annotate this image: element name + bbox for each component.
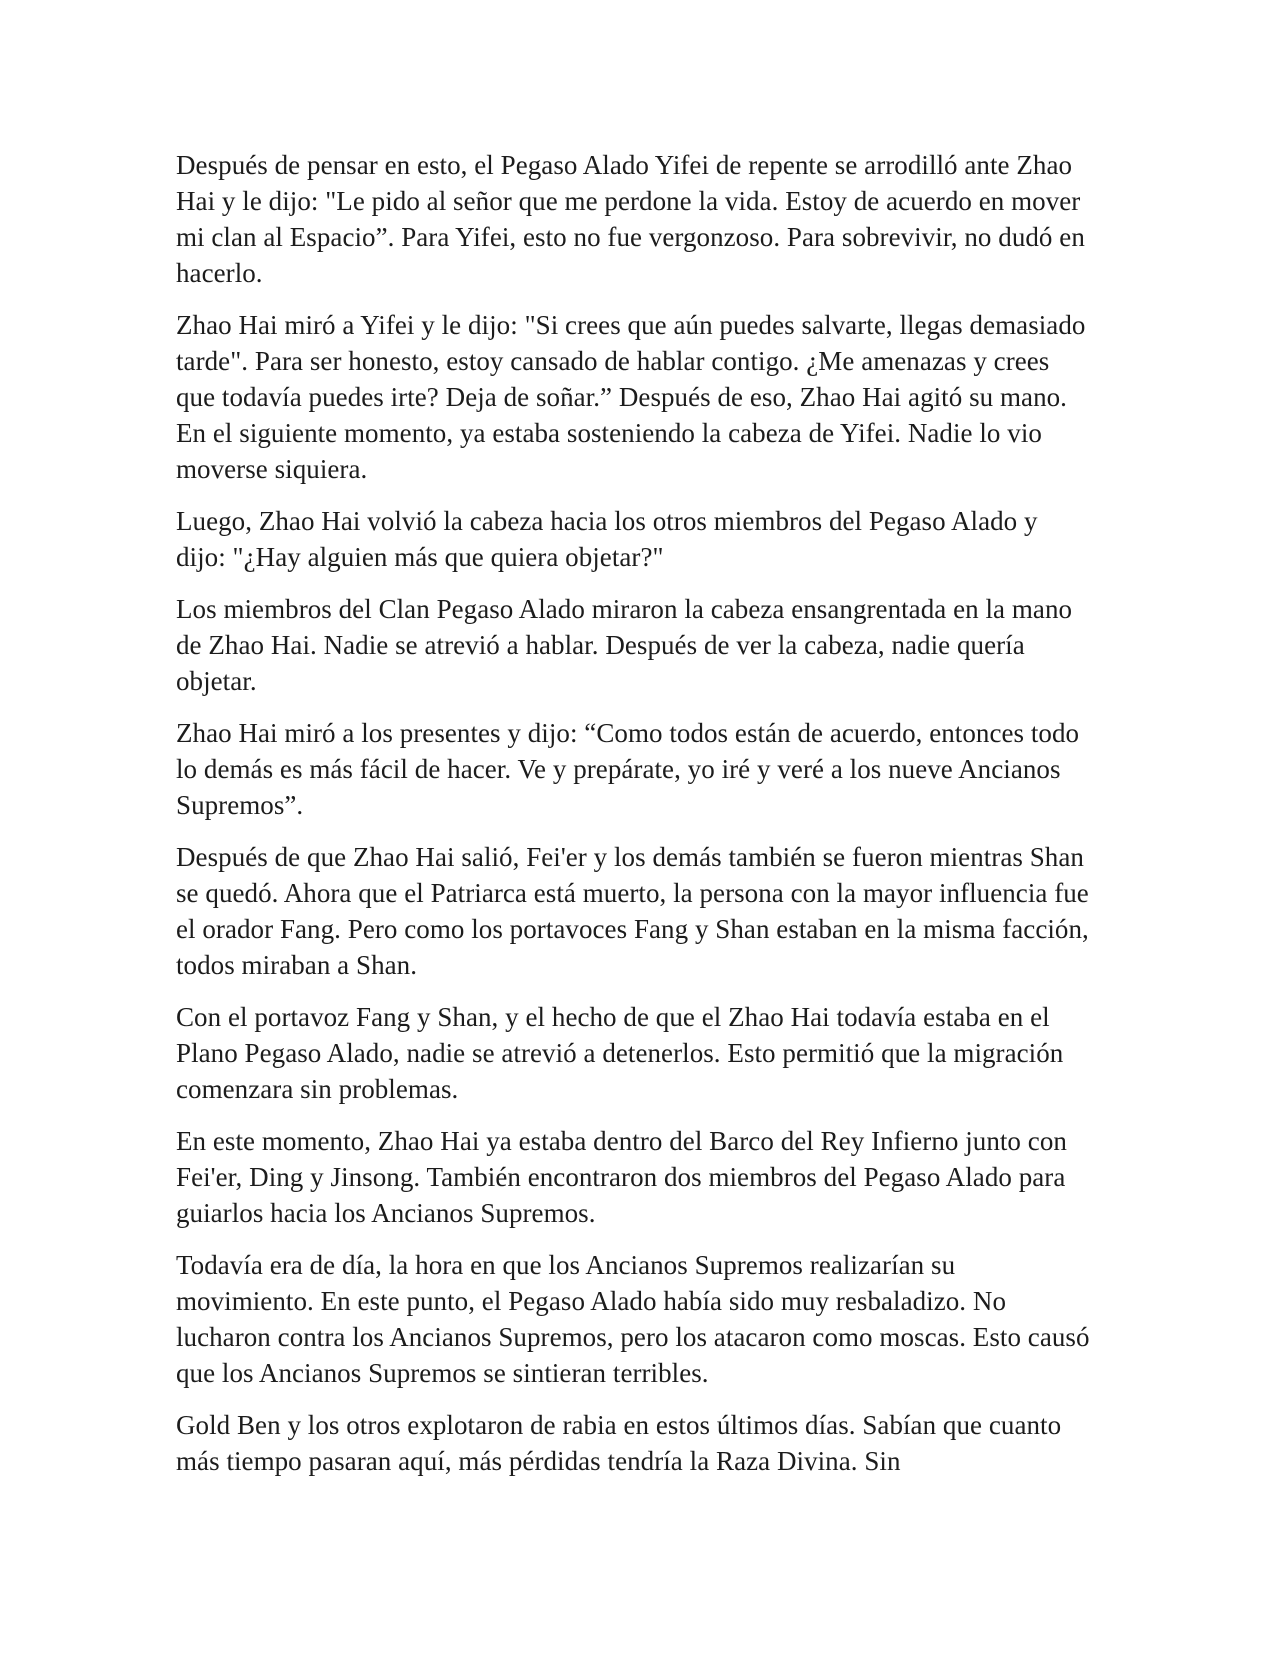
paragraph-8: En este momento, Zhao Hai ya estaba dentro del Barco del Rey Infierno junto con Fei'er, Ding y Jinsong. También encontraron dos miembros del Pegaso Alado para guiarlos hacia los Ancianos Supremos. (176, 1126, 1067, 1228)
paragraph-3: Luego, Zhao Hai volvió la cabeza hacia los otros miembros del Pegaso Alado y dijo: "¿Hay alguien más que quiera objetar?" (176, 506, 1038, 572)
body-text (176, 147, 1091, 1495)
paragraph-1: Después de pensar en esto, el Pegaso Alado Yifei de repente se arrodilló ante Zhao Hai y le dijo: "Le pido al señor que me perdone la vida. Estoy de acuerdo en mover mi clan al Espacio”. Para Yifei, esto no fue vergonzoso. Para sobrevivir, no dudó en hacerlo. (176, 150, 1085, 288)
paragraph-10: Gold Ben y los otros explotaron de rabia en estos últimos días. Sabían que cuanto más tiempo pasaran aquí, más pérdidas tendría la Raza Divina. Sin (176, 1410, 1062, 1476)
paragraph-5: Zhao Hai miró a los presentes y dijo: “Como todos están de acuerdo, entonces todo lo demás es más fácil de hacer. Ve y prepárate, yo iré y veré a los nueve Ancianos Supremos”. (176, 718, 1080, 820)
paragraph-6: Después de que Zhao Hai salió, Fei'er y los demás también se fueron mientras Shan se quedó. Ahora que el Patriarca está muerto, la persona con la mayor influencia fue el orador Fang. Pero como los portavoces Fang y Shan estaban en la misma facción, todos miraban a Shan. (176, 842, 1089, 980)
paragraph-2: Zhao Hai miró a Yifei y le dijo: "Si crees que aún puedes salvarte, llegas demasiado tarde". Para ser honesto, estoy cansado de hablar contigo. ¿Me amenazas y crees que todavía puedes irte? Deja de soñar.” Después de eso, Zhao Hai agitó su mano. En el siguiente momento, ya estaba sosteniendo la cabeza de Yifei. Nadie lo vio moverse siquiera. (176, 310, 1086, 484)
paragraph-9: Todavía era de día, la hora en que los Ancianos Supremos realizarían su movimiento. En este punto, el Pegaso Alado había sido muy resbaladizo. No lucharon contra los Ancianos Supremos, pero los atacaron como moscas. Esto causó que los Ancianos Supremos se sintieran terribles. (176, 1250, 1090, 1388)
paragraph-4: Los miembros del Clan Pegaso Alado miraron la cabeza ensangrentada en la mano de Zhao Hai. Nadie se atrevió a hablar. Después de ver la cabeza, nadie quería objetar. (176, 594, 1073, 696)
paragraph-7: Con el portavoz Fang y Shan, y el hecho de que el Zhao Hai todavía estaba en el Plano Pegaso Alado, nadie se atrevió a detenerlos. Esto permitió que la migración comenzara sin problemas. (176, 1002, 1064, 1104)
